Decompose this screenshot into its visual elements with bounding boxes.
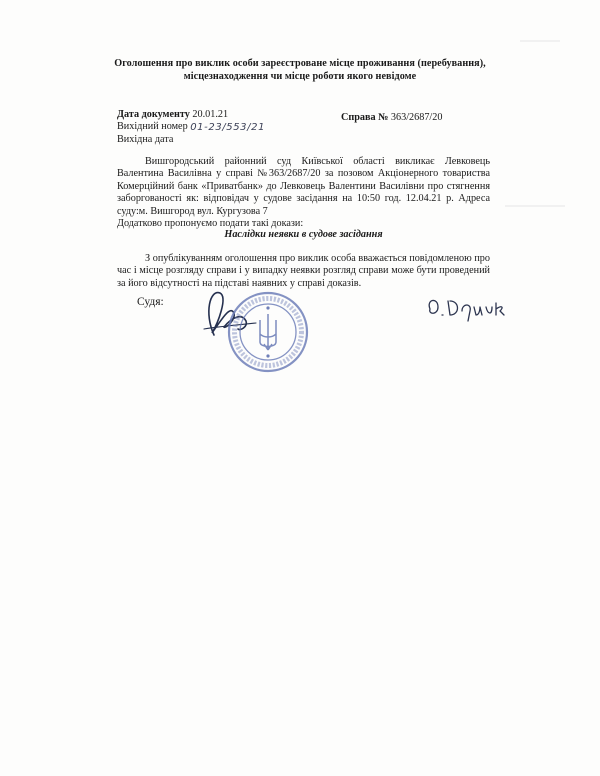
consequences-paragraph	[117, 253, 490, 290]
document-meta	[117, 109, 265, 146]
outgoing-date-row	[117, 134, 265, 146]
case-label: Справа №	[341, 112, 389, 123]
round-court-seal-icon	[226, 290, 310, 374]
doc-date-row	[117, 109, 265, 121]
outgoing-number-row	[117, 121, 265, 133]
judge-label: Судя:	[137, 296, 164, 308]
case-number	[341, 112, 442, 123]
outgoing-number-handwritten: 01-23/553/21	[190, 122, 266, 134]
summons-paragraph	[117, 156, 490, 218]
summons-text	[117, 156, 490, 230]
document-title	[100, 57, 500, 83]
judge-signature-text	[428, 298, 474, 309]
summons-paragraph-text: Вишгородський районний суд Київської області викликає Левковець Валентина Василівна у справі №363/2687/20 за позовом Акціонерного товариства Комерційний банк «Приватбанк» до Левковець Валентини Василівни про стягнення заборгованості як: відповідач у судове засідання на 10:50 год. 12.04.21 р. Адреса суду:м. Вишгород вул. Кургузова 7	[117, 156, 490, 217]
title-line-2: місцезнаходження чи місце роботи якого невідоме	[183, 71, 417, 82]
bleed-through-mark	[505, 205, 565, 207]
consequences-heading: Наслідки неявки в судове засідання	[224, 229, 383, 240]
case-value: 363/2687/20	[390, 112, 443, 123]
doc-date-label: Дата документу	[117, 109, 190, 120]
evidence-paragraph: Додатково пропонуємо подати такі докази:	[117, 218, 304, 230]
bleed-through-mark	[520, 40, 560, 42]
outgoing-number-label: Вихідний номер	[117, 121, 188, 133]
title-line-1: Оголошення про виклик особи зареєстроване місце проживання (перебування),	[114, 58, 486, 69]
consequences-text: З опублікуванням оголошення про виклик особа вважається повідомленою про час і місце розгляду справи і у випадку неявки розгляд справи може бути проведений за його відсутності на підставі наявних у справі доказів.	[117, 253, 490, 289]
outgoing-date-label: Вихідна дата	[117, 133, 174, 145]
doc-date-value: 20.01.21	[192, 109, 229, 120]
